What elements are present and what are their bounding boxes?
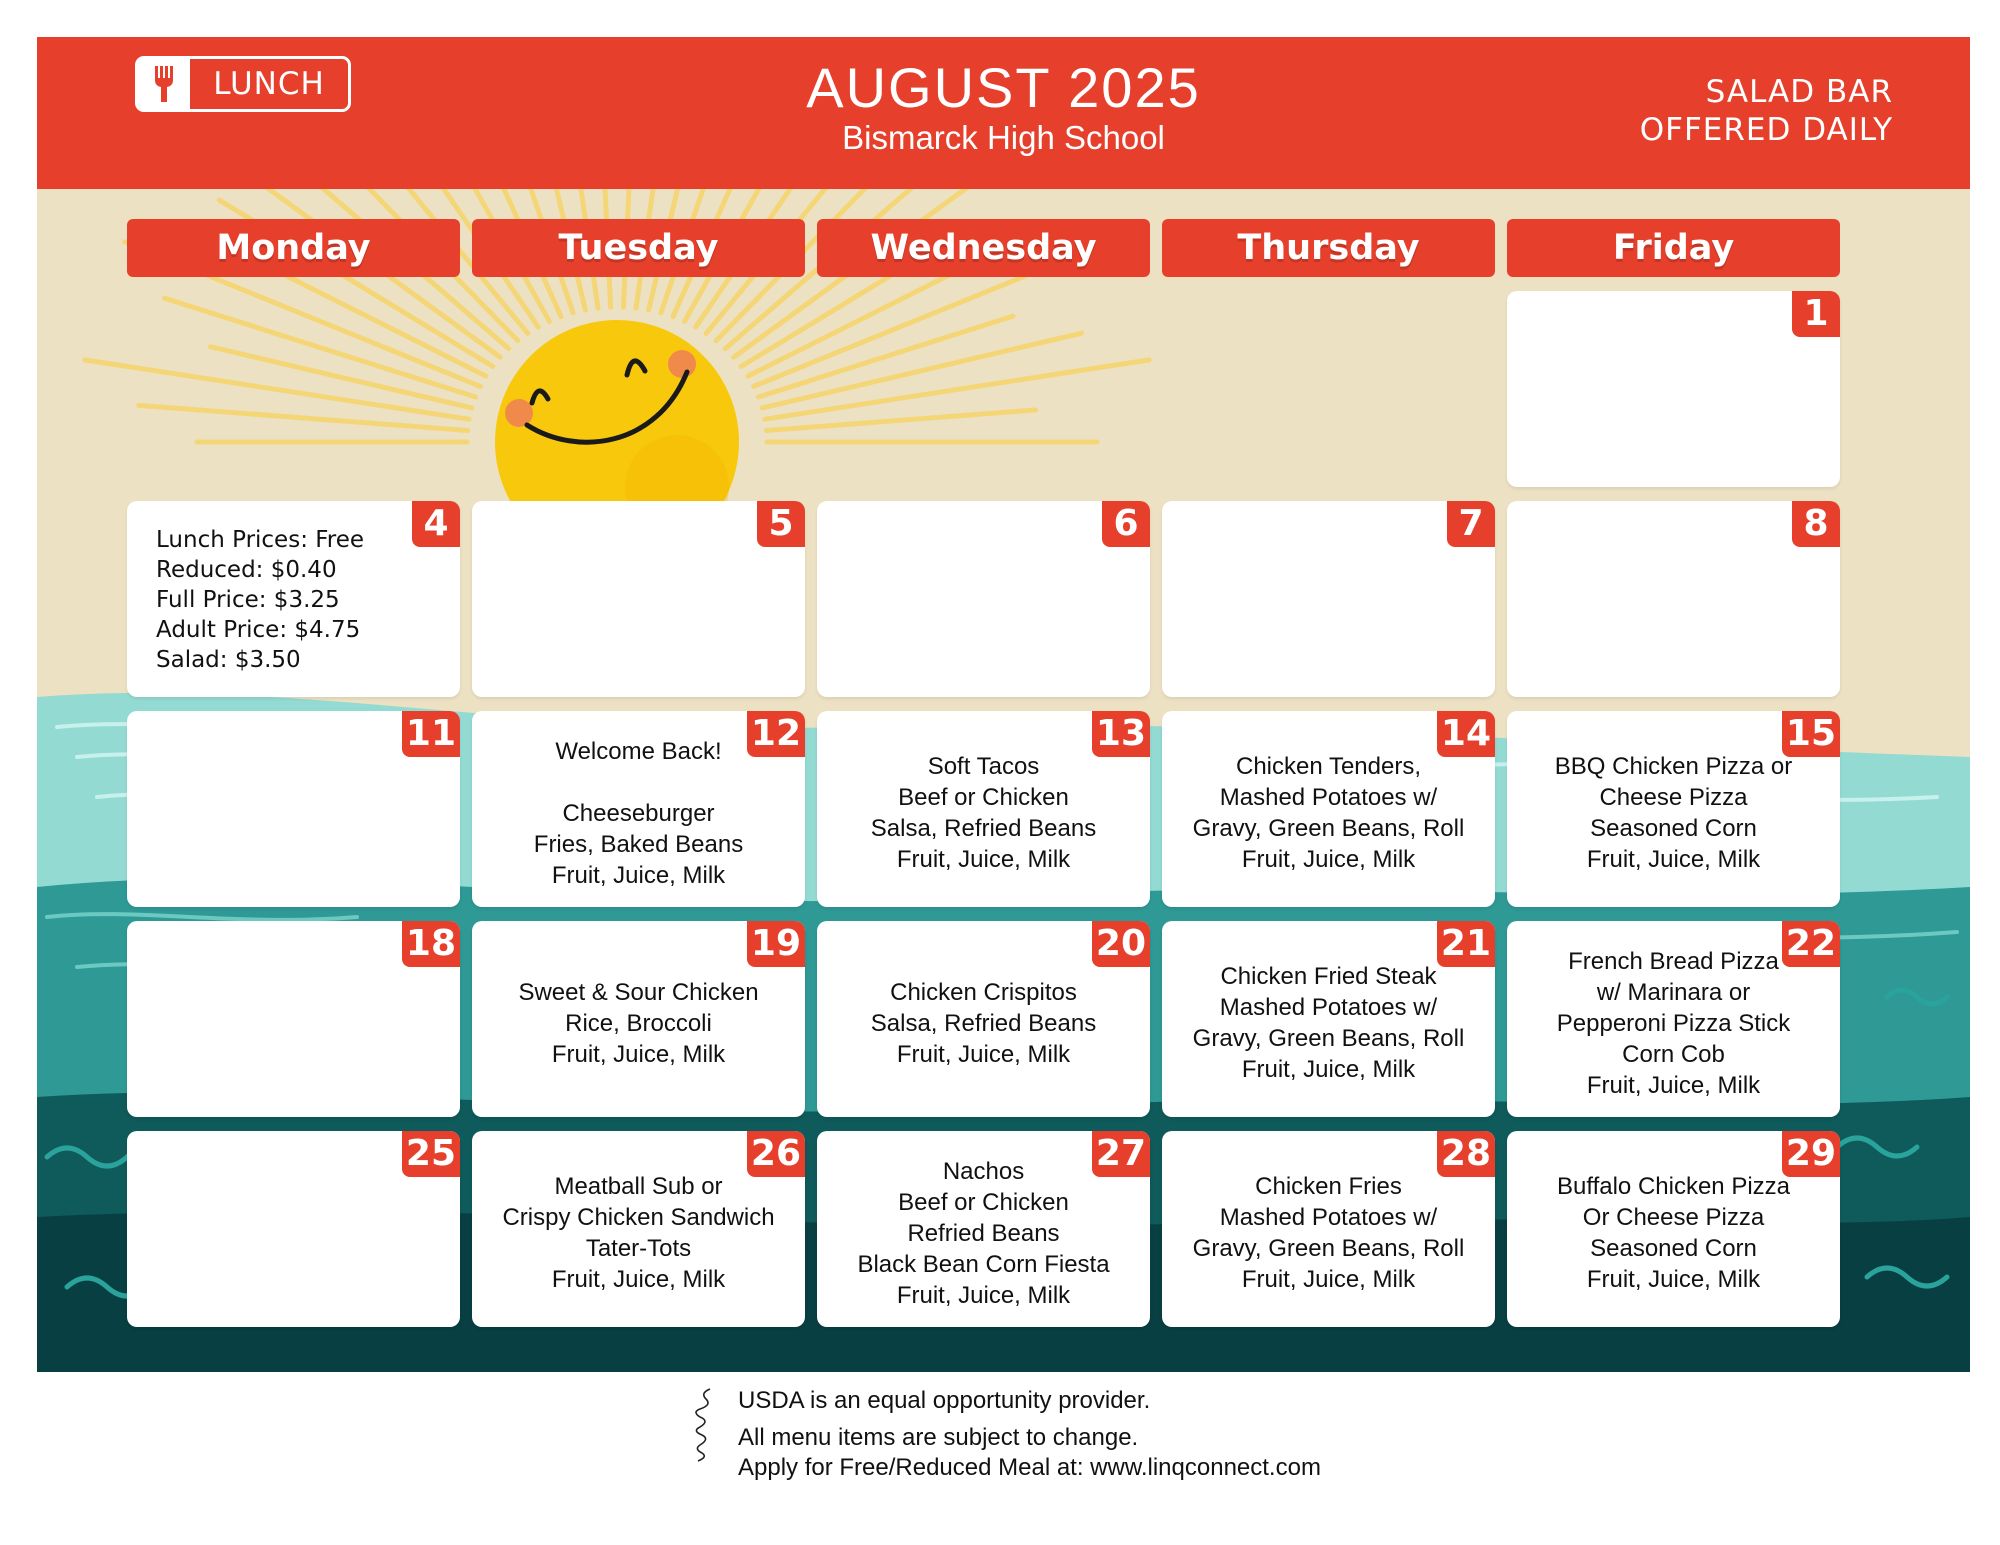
calendar-day-18 — [127, 921, 460, 1117]
menu-line: Or Cheese Pizza — [1582, 1204, 1765, 1231]
menu-line: Gravy, Green Beans, Roll — [1192, 815, 1465, 842]
day-number: 27 — [1092, 1131, 1150, 1177]
day-number: 26 — [747, 1131, 805, 1177]
menu-items — [817, 751, 1150, 875]
day-header-wednesday: Wednesday — [817, 219, 1150, 277]
day-header-thursday: Thursday — [1162, 219, 1495, 277]
day-number: 29 — [1782, 1131, 1840, 1177]
day-number: 21 — [1437, 921, 1495, 967]
menu-items — [472, 1171, 805, 1295]
menu-line: Refried Beans — [907, 1220, 1060, 1247]
menu-items — [1162, 1171, 1495, 1295]
menu-line: w/ Marinara or — [1596, 979, 1751, 1006]
day-number: 14 — [1437, 711, 1495, 757]
menu-line: Sweet & Sour Chicken — [518, 979, 759, 1006]
day-number: 12 — [747, 711, 805, 757]
menu-line: Gravy, Green Beans, Roll — [1192, 1235, 1465, 1262]
menu-line: Full Price: $3.25 — [156, 587, 340, 613]
menu-line: Cheeseburger — [562, 800, 715, 827]
school-name: Bismarck High School — [842, 119, 1165, 156]
day-number: 8 — [1792, 501, 1840, 547]
menu-line: Fruit, Juice, Milk — [551, 862, 726, 889]
menu-line: Fruit, Juice, Milk — [1586, 1072, 1761, 1099]
menu-line: Reduced: $0.40 — [156, 557, 337, 583]
menu-line: Lunch Prices: Free — [156, 527, 365, 553]
salad-bar-note — [1640, 73, 1893, 149]
calendar-day-13 — [817, 711, 1150, 907]
menu-line: Chicken Fried Steak — [1220, 963, 1437, 990]
day-number: 4 — [412, 501, 460, 547]
menu-line: Fruit, Juice, Milk — [1241, 846, 1416, 873]
menu-line: French Bread Pizza — [1568, 948, 1779, 975]
menu-items — [1507, 946, 1840, 1101]
menu-line: Tater-Tots — [585, 1235, 692, 1262]
calendar-day-27 — [817, 1131, 1150, 1327]
header-bar — [37, 37, 1970, 189]
menu-line: Seasoned Corn — [1590, 1235, 1757, 1262]
day-header-monday: Monday — [127, 219, 460, 277]
menu-line: Adult Price: $4.75 — [156, 617, 361, 643]
menu-line — [472, 767, 805, 798]
page-title: AUGUST 2025 — [806, 56, 1201, 119]
calendar-day-19 — [472, 921, 805, 1117]
menu-line: BBQ Chicken Pizza or — [1554, 753, 1793, 780]
menu-line: Fruit, Juice, Milk — [1586, 1266, 1761, 1293]
calendar-day-4 — [127, 501, 460, 697]
calendar-day-21 — [1162, 921, 1495, 1117]
calendar-day-14 — [1162, 711, 1495, 907]
menu-line: Meatball Sub or — [554, 1173, 723, 1200]
menu-line: Nachos — [942, 1158, 1025, 1185]
calendar-day-26 — [472, 1131, 805, 1327]
salad-bar-line1: SALAD BAR — [1705, 74, 1893, 110]
menu-line: Fruit, Juice, Milk — [896, 1282, 1071, 1309]
menu-line: Chicken Fries — [1255, 1173, 1402, 1200]
calendar-day-22 — [1507, 921, 1840, 1117]
menu-line: Buffalo Chicken Pizza — [1556, 1173, 1790, 1200]
menu-items — [472, 977, 805, 1070]
menu-items — [1507, 1171, 1840, 1295]
calendar-day-25 — [127, 1131, 460, 1327]
menu-poster — [37, 37, 1970, 1372]
menu-items — [1507, 751, 1840, 875]
day-number: 20 — [1092, 921, 1150, 967]
price-list — [156, 525, 460, 675]
menu-items — [817, 977, 1150, 1070]
menu-line: Mashed Potatoes w/ — [1219, 784, 1438, 811]
day-number: 19 — [747, 921, 805, 967]
menu-line: Chicken Tenders, — [1236, 753, 1421, 780]
menu-line: Fruit, Juice, Milk — [896, 846, 1071, 873]
menu-line: Fruit, Juice, Milk — [551, 1041, 726, 1068]
menu-line: Rice, Broccoli — [565, 1010, 712, 1037]
menu-line: Soft Tacos — [927, 753, 1040, 780]
menu-line: Corn Cob — [1622, 1041, 1725, 1068]
menu-line: Fruit, Juice, Milk — [896, 1041, 1071, 1068]
footer-notes — [738, 1386, 1321, 1483]
calendar-day-15 — [1507, 711, 1840, 907]
footer-change-notice: All menu items are subject to change. — [738, 1424, 1139, 1451]
day-number: 22 — [1782, 921, 1840, 967]
menu-items — [1162, 751, 1495, 875]
day-number: 15 — [1782, 711, 1840, 757]
day-number: 11 — [402, 711, 460, 757]
menu-line: Fruit, Juice, Milk — [551, 1266, 726, 1293]
menu-items — [472, 736, 805, 891]
menu-line: Gravy, Green Beans, Roll — [1192, 1025, 1465, 1052]
menu-line: Beef or Chicken — [898, 784, 1069, 811]
menu-line: Cheese Pizza — [1599, 784, 1748, 811]
calendar-day-28 — [1162, 1131, 1495, 1327]
day-header-tuesday: Tuesday — [472, 219, 805, 277]
calendar-day-1 — [1507, 291, 1840, 487]
calendar-day-20 — [817, 921, 1150, 1117]
day-number: 1 — [1792, 291, 1840, 337]
menu-line: Fries, Baked Beans — [533, 831, 744, 858]
calendar-day-12 — [472, 711, 805, 907]
day-number: 7 — [1447, 501, 1495, 547]
day-number: 18 — [402, 921, 460, 967]
logo-label: LUNCH — [213, 66, 325, 102]
signature-mark — [692, 1385, 714, 1465]
menu-line: Pepperoni Pizza Stick — [1556, 1010, 1791, 1037]
menu-line: Crispy Chicken Sandwich — [502, 1204, 775, 1231]
menu-line: Fruit, Juice, Milk — [1241, 1056, 1416, 1083]
menu-line: Salsa, Refried Beans — [870, 815, 1097, 842]
menu-line: Seasoned Corn — [1590, 815, 1757, 842]
menu-line: Welcome Back! — [555, 738, 722, 765]
footer-apply: Apply for Free/Reduced Meal at: www.linqconnect.com — [738, 1454, 1321, 1481]
day-number: 25 — [402, 1131, 460, 1177]
day-number: 13 — [1092, 711, 1150, 757]
salad-bar-line2: OFFERED DAILY — [1639, 112, 1893, 148]
menu-line: Black Bean Corn Fiesta — [857, 1251, 1110, 1278]
calendar-day-11 — [127, 711, 460, 907]
menu-line: Fruit, Juice, Milk — [1586, 846, 1761, 873]
menu-line: Fruit, Juice, Milk — [1241, 1266, 1416, 1293]
menu-line: Mashed Potatoes w/ — [1219, 994, 1438, 1021]
day-header-friday: Friday — [1507, 219, 1840, 277]
menu-line: Salad: $3.50 — [156, 647, 301, 673]
menu-items — [1162, 961, 1495, 1085]
day-number: 6 — [1102, 501, 1150, 547]
menu-line: Mashed Potatoes w/ — [1219, 1204, 1438, 1231]
menu-line: Chicken Crispitos — [890, 979, 1077, 1006]
calendar-day-8 — [1507, 501, 1840, 697]
menu-items — [817, 1156, 1150, 1311]
day-number: 28 — [1437, 1131, 1495, 1177]
footer-usda: USDA is an equal opportunity provider. — [738, 1387, 1151, 1414]
menu-line: Beef or Chicken — [898, 1189, 1069, 1216]
day-number: 5 — [757, 501, 805, 547]
calendar-day-5 — [472, 501, 805, 697]
calendar-day-7 — [1162, 501, 1495, 697]
calendar-day-6 — [817, 501, 1150, 697]
calendar-day-29 — [1507, 1131, 1840, 1327]
menu-line: Salsa, Refried Beans — [870, 1010, 1097, 1037]
